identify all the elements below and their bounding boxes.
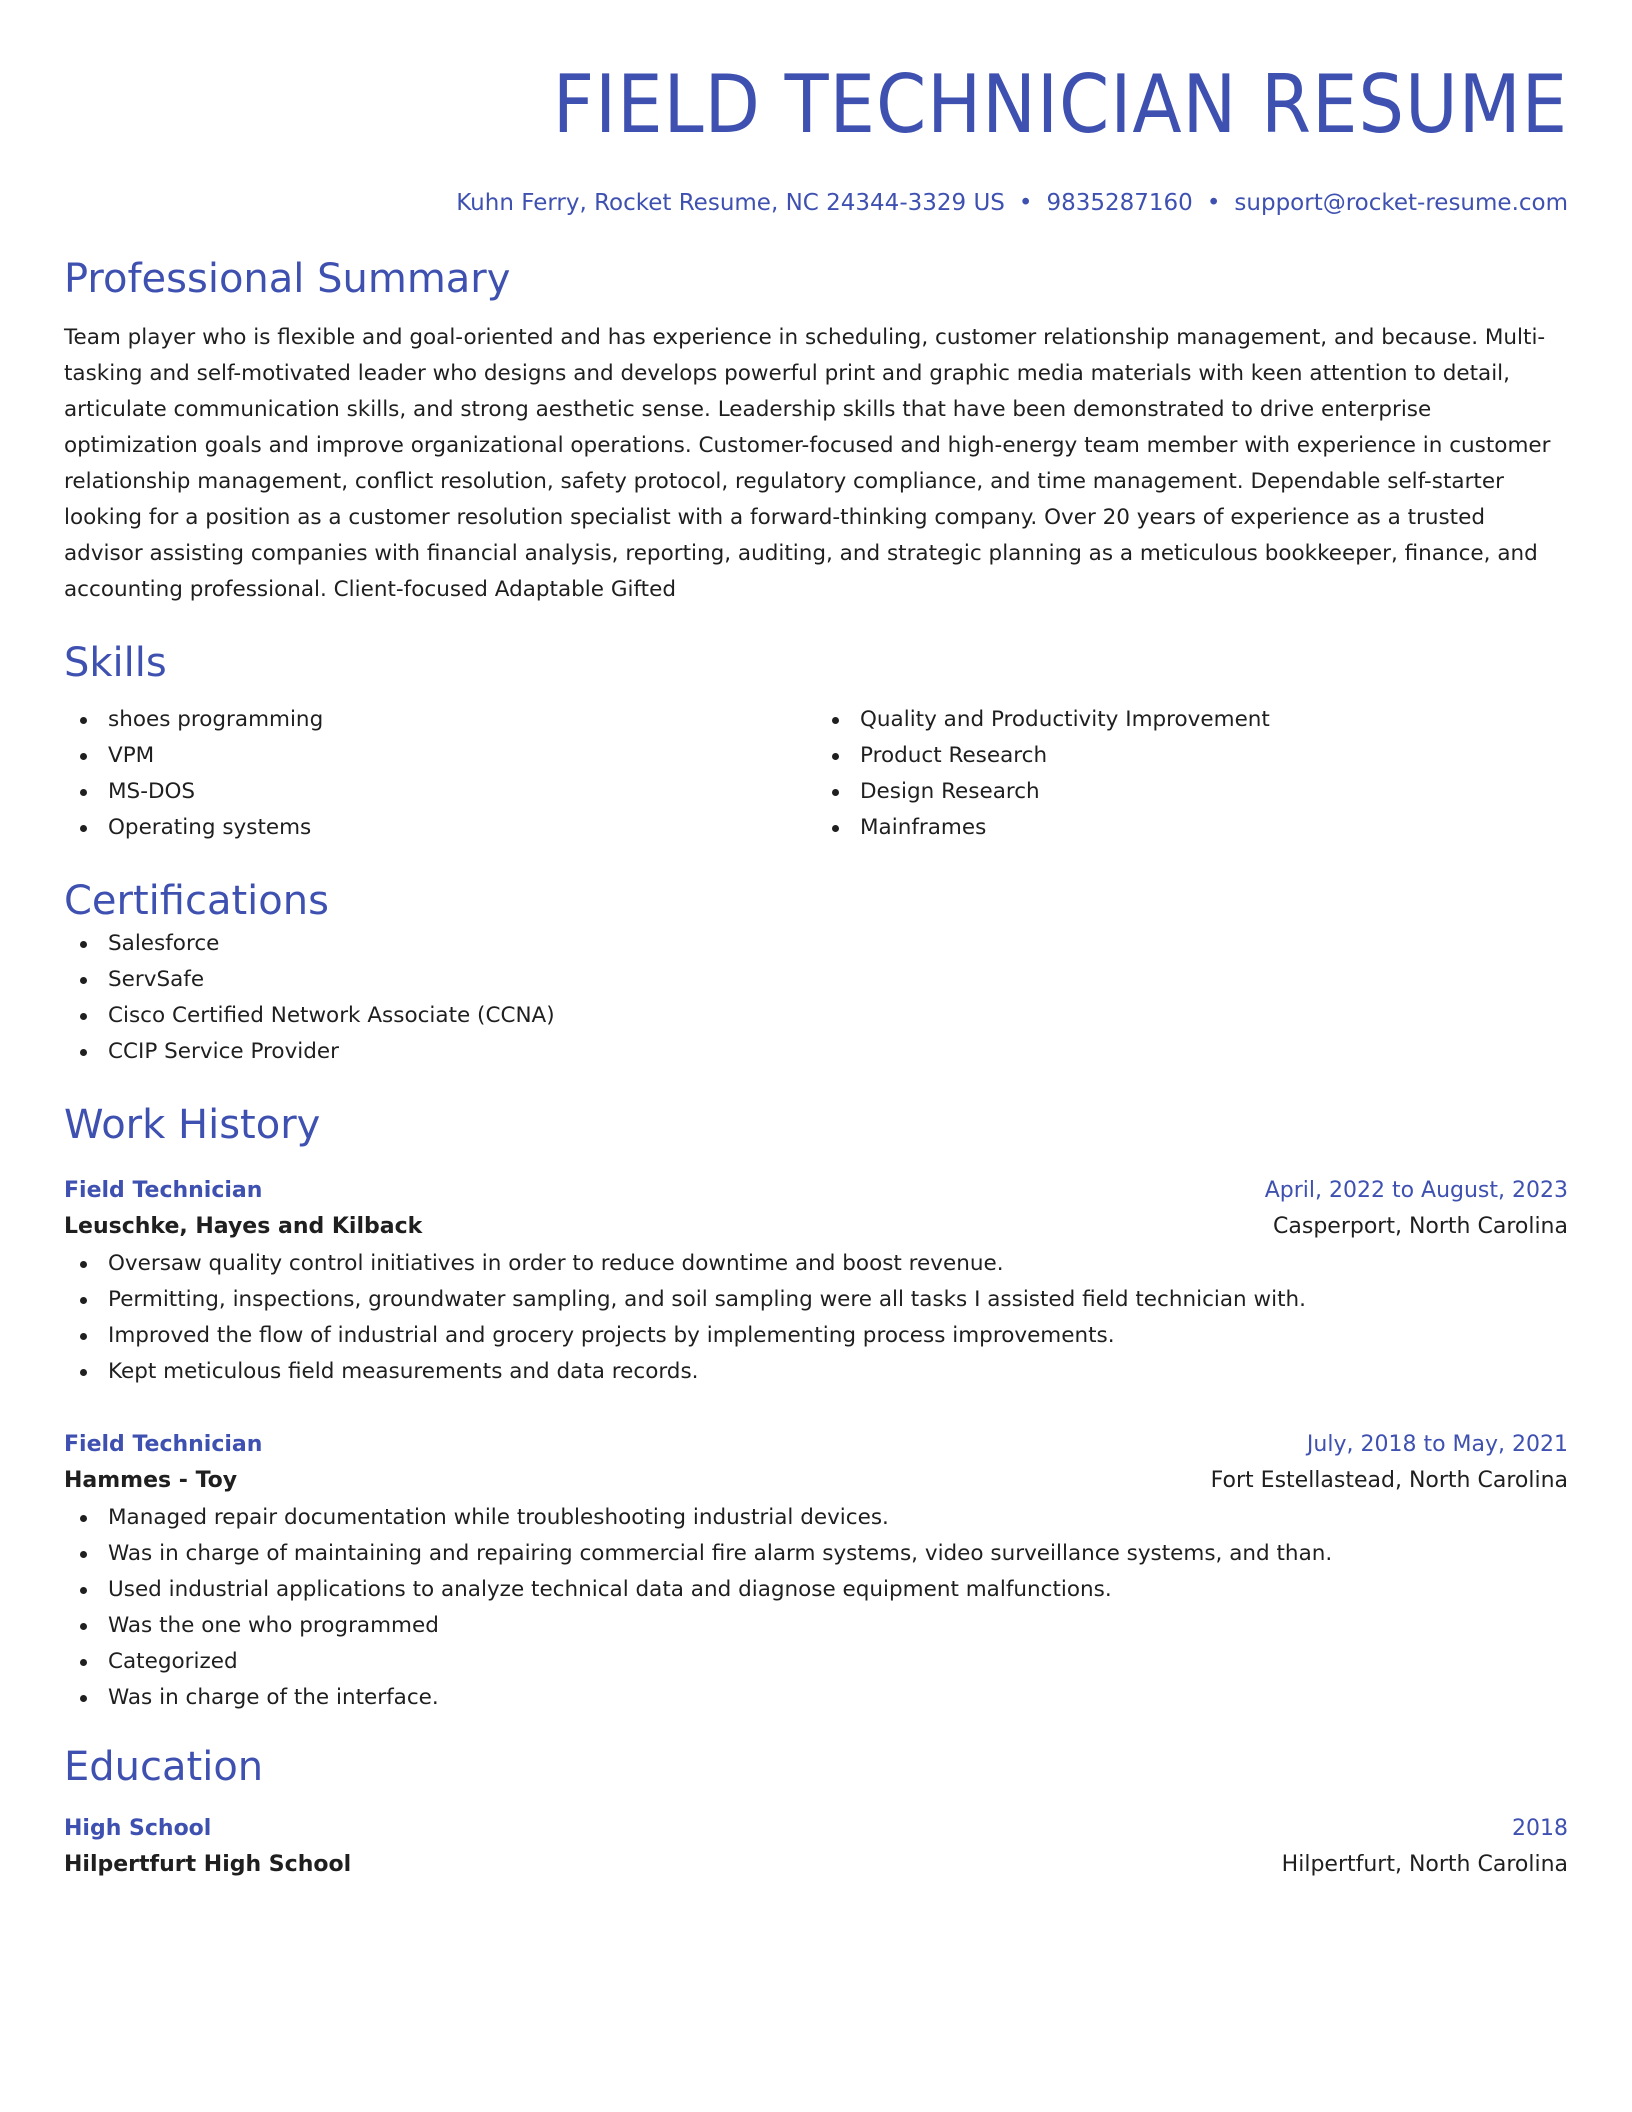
education-section [64, 1742, 1568, 1884]
job-entry [64, 1174, 1568, 1390]
contact-phone: 9835287160 [1046, 190, 1193, 216]
job-dates: April, 2022 to August, 2023 [1264, 1178, 1568, 1203]
skill-item: Mainframes [816, 810, 1568, 846]
skill-item: Design Research [816, 774, 1568, 810]
certification-item: CCIP Service Provider [64, 1034, 1568, 1070]
skill-item: Product Research [816, 738, 1568, 774]
job-location: Casperport, North Carolina [1273, 1214, 1568, 1239]
education-year: 2018 [1512, 1816, 1568, 1841]
skills-column-right [816, 702, 1568, 846]
education-degree: High School [64, 1816, 212, 1841]
education-degree-row [64, 1812, 1568, 1846]
job-bullet: Was in charge of maintaining and repairing commercial fire alarm systems, video surveillance systems, and than. [64, 1536, 1568, 1572]
work-history-heading: Work History [64, 1102, 321, 1148]
job-bullet: Used industrial applications to analyze technical data and diagnose equipment malfunctions. [64, 1572, 1568, 1608]
education-school: Hilpertfurt High School [64, 1852, 352, 1877]
contact-address: Kuhn Ferry, Rocket Resume, NC 24344-3329 US [456, 190, 1005, 216]
certification-item: Cisco Certified Network Associate (CCNA) [64, 998, 1568, 1034]
job-title-row [64, 1428, 1568, 1462]
job-bullet: Categorized [64, 1644, 1568, 1680]
job-bullet: Managed repair documentation while troubleshooting industrial devices. [64, 1500, 1568, 1536]
contact-separator: • [1206, 190, 1221, 216]
job-bullet: Improved the flow of industrial and grocery projects by implementing process improvements. [64, 1318, 1568, 1354]
job-employer: Leuschke, Hayes and Kilback [64, 1214, 423, 1239]
contact-separator: • [1018, 190, 1033, 216]
skills-column-left [64, 702, 816, 846]
summary-section [64, 254, 1568, 608]
education-heading: Education [64, 1744, 264, 1790]
job-bullet: Was the one who programmed [64, 1608, 1568, 1644]
job-location: Fort Estellastead, North Carolina [1210, 1468, 1568, 1493]
skill-item: MS-DOS [64, 774, 816, 810]
skill-item: VPM [64, 738, 816, 774]
education-school-row [64, 1846, 1568, 1884]
job-employer: Hammes - Toy [64, 1468, 238, 1493]
summary-heading: Professional Summary [64, 256, 511, 302]
skills-heading: Skills [64, 640, 167, 686]
certification-item: Salesforce [64, 926, 1568, 962]
job-dates: July, 2018 to May, 2021 [1306, 1432, 1568, 1457]
education-entry [64, 1812, 1568, 1884]
skill-item: Quality and Productivity Improvement [816, 702, 1568, 738]
resume-title: FIELD TECHNICIAN RESUME [552, 58, 1568, 151]
summary-text: Team player who is flexible and goal-oriented and has experience in scheduling, customer relationship management, and because. Multi-tasking and self-motivated leader who designs and develops powerful print and graphic media materials with keen attention to detail, articulate communication skills, and strong aesthetic sense. Leadership skills that have been demonstrated to drive enterprise optimization goals and improve organizational operations. Customer-focused and high-energy team member with experience in customer relationship management, conflict resolution, safety protocol, regulatory compliance, and time management. Dependable self-starter looking for a position as a customer resolution specialist with a forward-thinking company. Over 20 years of experience as a trusted advisor assisting companies with financial analysis, reporting, auditing, and strategic planning as a meticulous bookkeeper, finance, and accounting professional. Client-focused Adaptable Gifted [64, 325, 1551, 602]
job-title-row [64, 1174, 1568, 1208]
work-history-section [64, 1100, 1568, 1716]
job-entry [64, 1428, 1568, 1716]
job-bullet: Kept meticulous field measurements and data records. [64, 1354, 1568, 1390]
certifications-section [64, 876, 1568, 1070]
certifications-heading: Certifications [64, 878, 329, 924]
job-bullets [64, 1500, 1568, 1716]
job-bullets [64, 1246, 1568, 1390]
certification-item: ServSafe [64, 962, 1568, 998]
skill-item: shoes programming [64, 702, 816, 738]
skills-section [64, 638, 1568, 846]
job-bullet: Oversaw quality control initiatives in order to reduce downtime and boost revenue. [64, 1246, 1568, 1282]
skills-list-left [64, 702, 816, 846]
job-bullet: Was in charge of the interface. [64, 1680, 1568, 1716]
skill-item: Operating systems [64, 810, 816, 846]
job-title: Field Technician [64, 1178, 263, 1203]
job-employer-row [64, 1462, 1568, 1500]
skills-grid [64, 702, 1568, 846]
job-employer-row [64, 1208, 1568, 1246]
contact-email[interactable]: support@rocket-resume.com [1234, 190, 1568, 216]
certifications-list [64, 926, 1568, 1070]
resume-header [64, 56, 1568, 218]
job-title: Field Technician [64, 1432, 263, 1457]
skills-list-right [816, 702, 1568, 846]
job-bullet: Permitting, inspections, groundwater sampling, and soil sampling were all tasks I assisted field technician with. [64, 1282, 1568, 1318]
education-location: Hilpertfurt, North Carolina [1281, 1852, 1568, 1877]
contact-line [64, 188, 1568, 218]
